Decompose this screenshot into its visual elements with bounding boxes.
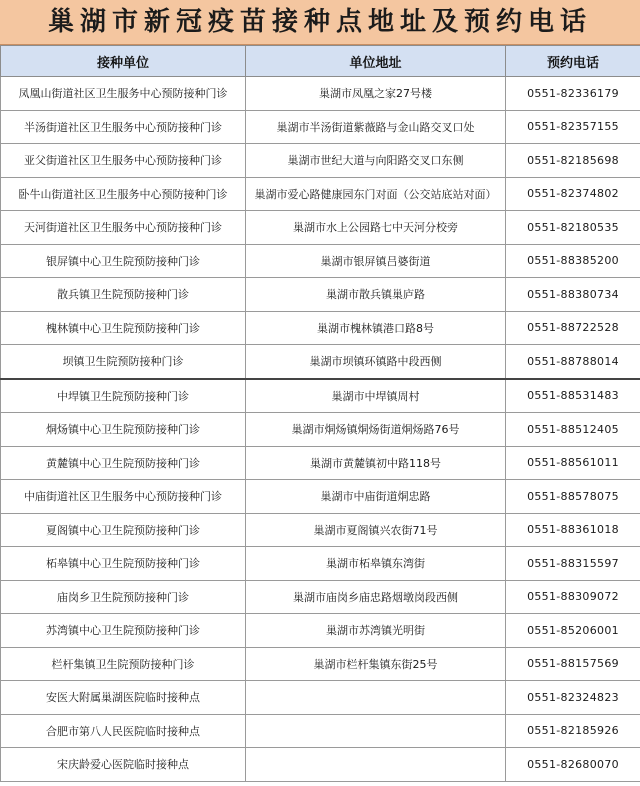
cell-phone: 0551-88157569: [506, 647, 640, 681]
table-row: [1, 647, 640, 681]
table-row: [1, 446, 640, 480]
page-title: 巢湖市新冠疫苗接种点地址及预约电话: [0, 0, 640, 45]
table-header-row: [1, 46, 640, 77]
cell-address: 巢湖市槐林镇港口路8号: [246, 311, 506, 345]
cell-address: 巢湖市散兵镇巢庐路: [246, 278, 506, 312]
cell-phone: 0551-82680070: [506, 748, 640, 782]
cell-phone: 0551-88361018: [506, 513, 640, 547]
cell-phone: 0551-82185698: [506, 144, 640, 178]
column-header-address: 单位地址: [246, 46, 506, 77]
column-header-unit: 接种单位: [1, 46, 246, 77]
cell-phone: 0551-82324823: [506, 681, 640, 715]
cell-unit: 槐林镇中心卫生院预防接种门诊: [1, 311, 246, 345]
cell-address: 巢湖市坝镇环镇路中段西侧: [246, 345, 506, 379]
cell-unit: 安医大附属巢湖医院临时接种点: [1, 681, 246, 715]
table-row: [1, 547, 640, 581]
cell-unit: 卧牛山街道社区卫生服务中心预防接种门诊: [1, 177, 246, 211]
cell-phone: 0551-85206001: [506, 614, 640, 648]
cell-unit: 亚父街道社区卫生服务中心预防接种门诊: [1, 144, 246, 178]
cell-phone: 0551-88315597: [506, 547, 640, 581]
cell-unit: 柘皋镇中心卫生院预防接种门诊: [1, 547, 246, 581]
cell-phone: 0551-88561011: [506, 446, 640, 480]
cell-unit: 烔炀镇中心卫生院预防接种门诊: [1, 413, 246, 447]
table-row: [1, 311, 640, 345]
cell-phone: 0551-82180535: [506, 211, 640, 245]
cell-address: 巢湖市银屏镇吕婆街道: [246, 244, 506, 278]
table-row: [1, 144, 640, 178]
table-row: [1, 580, 640, 614]
cell-unit: 凤凰山街道社区卫生服务中心预防接种门诊: [1, 77, 246, 111]
cell-phone: 0551-88722528: [506, 311, 640, 345]
cell-phone: 0551-82357155: [506, 110, 640, 144]
cell-phone: 0551-82336179: [506, 77, 640, 111]
cell-phone: 0551-88309072: [506, 580, 640, 614]
cell-address: 巢湖市夏阁镇兴农街71号: [246, 513, 506, 547]
cell-unit: 苏湾镇中心卫生院预防接种门诊: [1, 614, 246, 648]
cell-unit: 宋庆龄爱心医院临时接种点: [1, 748, 246, 782]
cell-address: 巢湖市爱心路健康园东门对面（公交站底站对面）: [246, 177, 506, 211]
cell-address: 巢湖市中垾镇周村: [246, 379, 506, 413]
cell-unit: 坝镇卫生院预防接种门诊: [1, 345, 246, 379]
cell-address: 巢湖市世纪大道与向阳路交叉口东侧: [246, 144, 506, 178]
cell-unit: 中庙街道社区卫生服务中心预防接种门诊: [1, 480, 246, 514]
table-row: [1, 77, 640, 111]
cell-phone: 0551-88385200: [506, 244, 640, 278]
cell-address: 巢湖市苏湾镇光明街: [246, 614, 506, 648]
cell-phone: 0551-88578075: [506, 480, 640, 514]
table-row: [1, 278, 640, 312]
table-row: [1, 244, 640, 278]
cell-unit: 天河街道社区卫生服务中心预防接种门诊: [1, 211, 246, 245]
cell-phone: 0551-82185926: [506, 714, 640, 748]
cell-address: 巢湖市中庙街道烔忠路: [246, 480, 506, 514]
cell-unit: 中垾镇卫生院预防接种门诊: [1, 379, 246, 413]
cell-address: 巢湖市水上公园路七中天河分校旁: [246, 211, 506, 245]
cell-address: 巢湖市半汤街道紫薇路与金山路交叉口处: [246, 110, 506, 144]
cell-unit: 银屏镇中心卫生院预防接种门诊: [1, 244, 246, 278]
cell-address: 巢湖市凤凰之家27号楼: [246, 77, 506, 111]
table-row: [1, 513, 640, 547]
cell-unit: 庙岗乡卫生院预防接种门诊: [1, 580, 246, 614]
cell-phone: 0551-88380734: [506, 278, 640, 312]
table-row: [1, 748, 640, 782]
cell-address: [246, 748, 506, 782]
cell-address: 巢湖市柘皋镇东湾街: [246, 547, 506, 581]
cell-address: 巢湖市栏杆集镇东街25号: [246, 647, 506, 681]
cell-unit: 合肥市第八人民医院临时接种点: [1, 714, 246, 748]
vaccination-sites-table: [0, 45, 640, 782]
cell-unit: 黄麓镇中心卫生院预防接种门诊: [1, 446, 246, 480]
cell-unit: 半汤街道社区卫生服务中心预防接种门诊: [1, 110, 246, 144]
cell-address: 巢湖市黄麓镇初中路118号: [246, 446, 506, 480]
table-row: [1, 177, 640, 211]
cell-unit: 栏杆集镇卫生院预防接种门诊: [1, 647, 246, 681]
cell-unit: 散兵镇卫生院预防接种门诊: [1, 278, 246, 312]
table-row: [1, 480, 640, 514]
cell-address: [246, 681, 506, 715]
cell-address: [246, 714, 506, 748]
column-header-phone: 预约电话: [506, 46, 640, 77]
cell-phone: 0551-88788014: [506, 345, 640, 379]
cell-phone: 0551-88512405: [506, 413, 640, 447]
table-row: [1, 110, 640, 144]
cell-address: 巢湖市烔炀镇烔炀街道烔炀路76号: [246, 413, 506, 447]
table-row: [1, 379, 640, 413]
table-row: [1, 413, 640, 447]
table-row: [1, 681, 640, 715]
cell-phone: 0551-88531483: [506, 379, 640, 413]
table-row: [1, 211, 640, 245]
table-row: [1, 345, 640, 379]
cell-phone: 0551-82374802: [506, 177, 640, 211]
cell-address: 巢湖市庙岗乡庙忠路烟墩岗段西侧: [246, 580, 506, 614]
table-row: [1, 714, 640, 748]
table-row: [1, 614, 640, 648]
cell-unit: 夏阁镇中心卫生院预防接种门诊: [1, 513, 246, 547]
